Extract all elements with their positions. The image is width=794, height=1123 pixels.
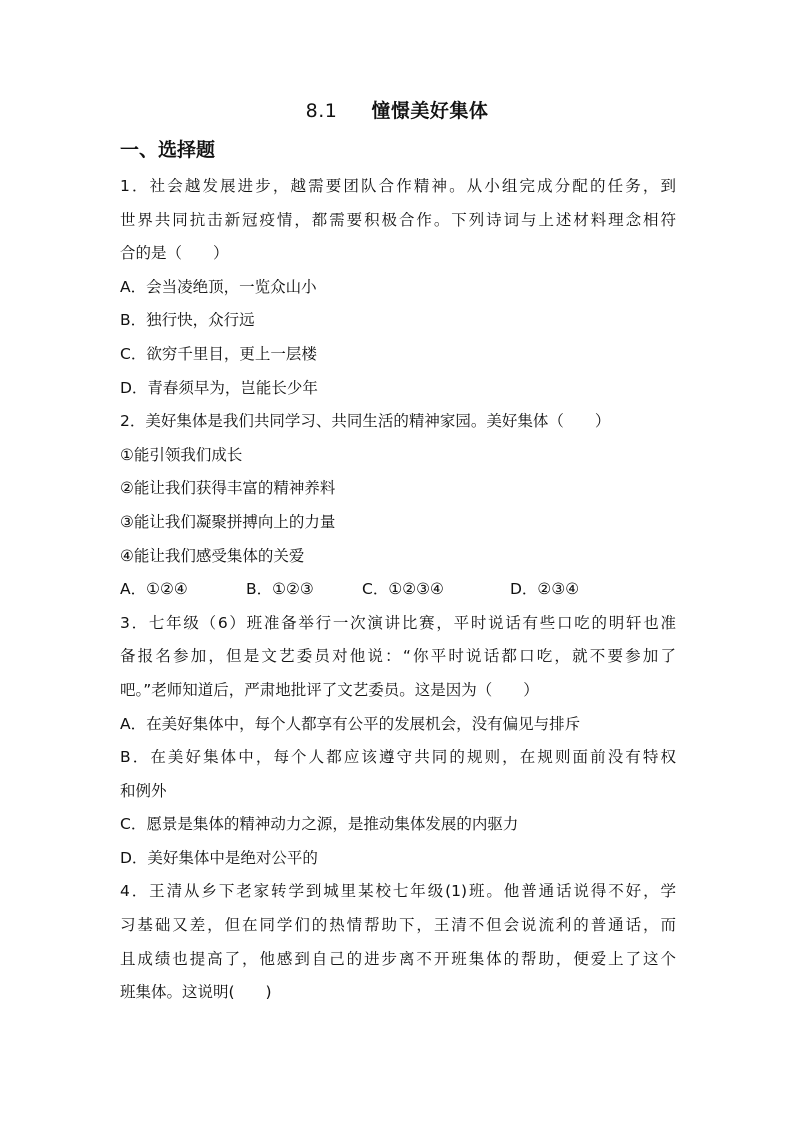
q4-line: 班集体。这说明( ): [120, 983, 272, 1002]
q2-statement: ①能引领我们成长: [120, 445, 243, 464]
q2-option-d: D．②③④: [510, 580, 580, 599]
question-list: [120, 170, 676, 1010]
q2-stem: 2．美好集体是我们共同学习、共同生活的精神家园。美好集体（ ）: [120, 412, 611, 431]
q2-statement: ②能让我们获得丰富的精神养料: [120, 479, 336, 498]
q3-option-a: A．在美好集体中，每个人都享有公平的发展机会，没有偏见与排斥: [120, 714, 581, 733]
q3-line: 备报名参加，但是文艺委员对他说：“你平时说话都口吃，就不要参加了: [120, 647, 676, 666]
q1-option-c: C．欲穷千里目，更上一层楼: [120, 344, 317, 363]
q4-line: 且成绩也提高了，他感到自己的进步离不开班集体的帮助，便爱上了这个: [120, 949, 676, 968]
q2-option-c: C．①②③④: [362, 580, 444, 599]
q1-line: 世界共同抗击新冠疫情，都需要积极合作。下列诗词与上述材料理念相符: [120, 210, 676, 229]
q2-statement: ③能让我们凝聚拼搏向上的力量: [120, 512, 336, 531]
q3-option-c: C．愿景是集体的精神动力之源，是推动集体发展的内驱力: [120, 815, 519, 834]
q1-option-d: D．青春须早为，岂能长少年: [120, 378, 318, 397]
title-text: 憧憬美好集体: [371, 100, 489, 122]
q3-option-d: D．美好集体中是绝对公平的: [120, 848, 318, 867]
q4-line: 4．王清从乡下老家转学到城里某校七年级(1)班。他普通话说得不好，学: [120, 882, 676, 901]
q2-option-a: A．①②④: [120, 580, 188, 599]
q3-option-b: B．在美好集体中，每个人都应该遵守共同的规则，在规则面前没有特权: [120, 748, 676, 767]
q4-line: 习基础又差，但在同学们的热情帮助下，王清不但会说流利的普通话，而: [120, 916, 676, 935]
title-number: 8.1: [305, 100, 338, 122]
q3-line: 吧。”老师知道后，严肃地批评了文艺委员。这是因为（ ）: [120, 680, 539, 699]
q1-option-a: A．会当凌绝顶，一览众山小: [120, 277, 317, 296]
q3-line: 3．七年级（6）班准备举行一次演讲比赛，平时说话有些口吃的明轩也准: [120, 613, 676, 632]
page-title: [0, 96, 794, 123]
q2-statement: ④能让我们感受集体的关爱: [120, 546, 305, 565]
q1-line: 合的是（ ）: [120, 244, 229, 263]
q2-option-b: B．①②③: [246, 580, 314, 599]
q2-options: [120, 573, 676, 607]
q1-option-b: B．独行快，众行远: [120, 311, 255, 330]
q3-option-b-cont: 和例外: [120, 781, 167, 800]
section-heading: 一、选择题: [120, 139, 216, 161]
q1-line: 1．社会越发展进步，越需要团队合作精神。从小组完成分配的任务，到: [120, 177, 676, 195]
